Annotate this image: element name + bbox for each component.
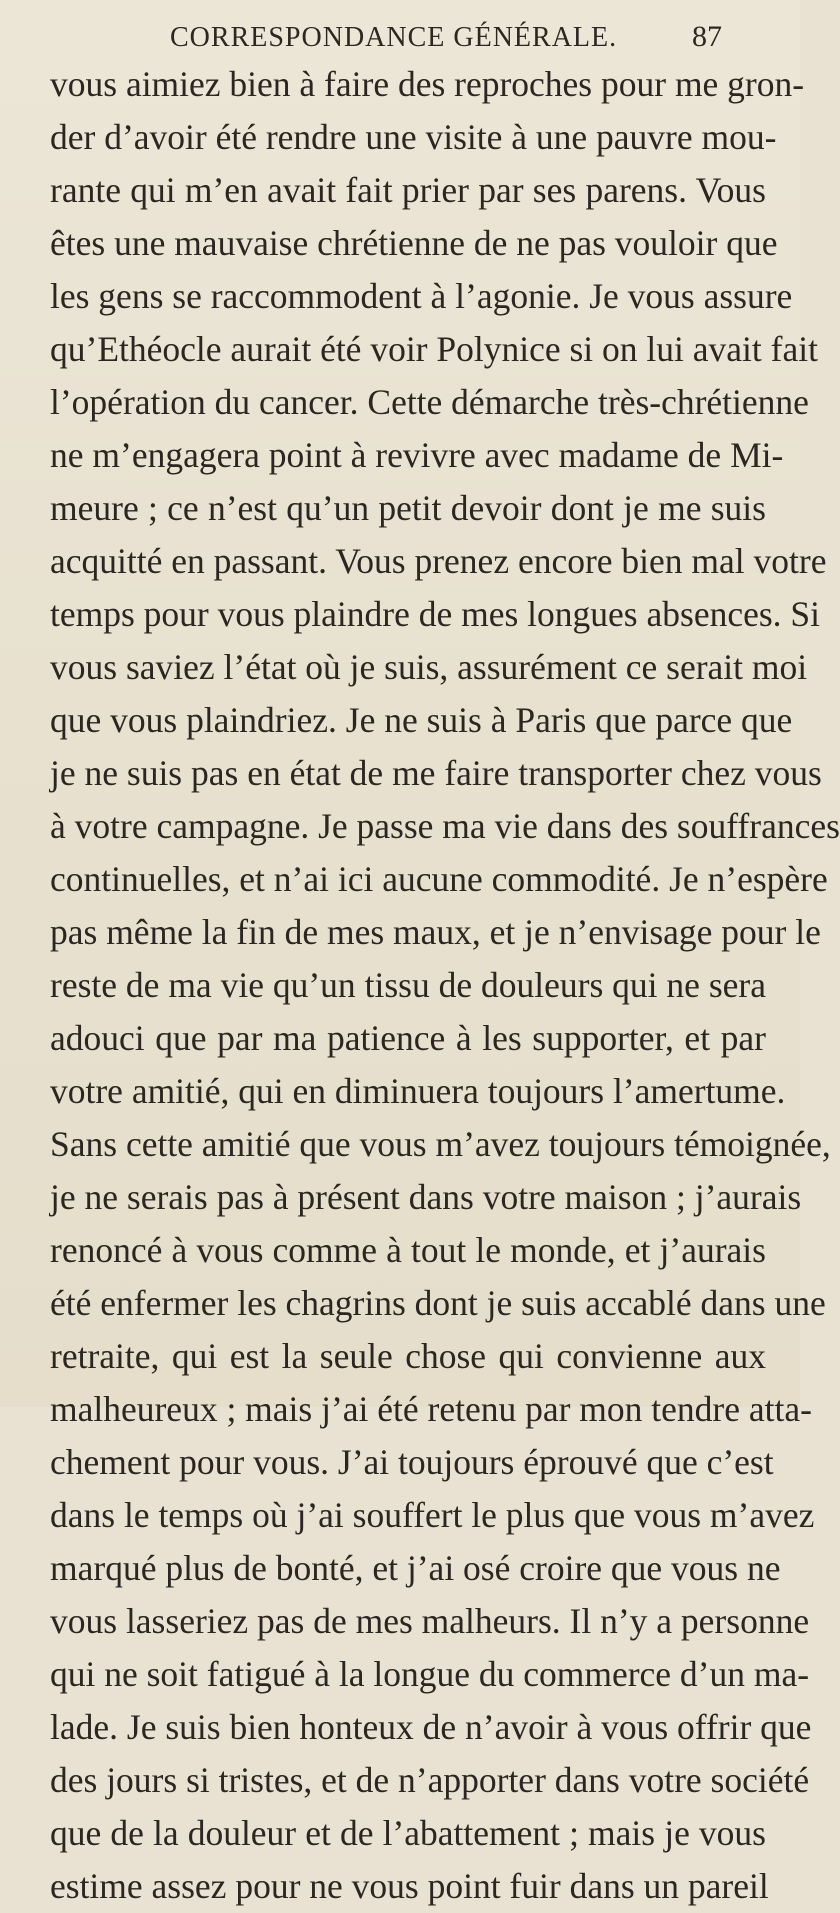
text-line: ne m’engagera point à revivre avec madame de Mi-: [50, 435, 784, 475]
text-line: été enfermer les chagrins dont je suis accablé dans une: [50, 1283, 826, 1323]
text-line: je ne suis pas en état de me faire transporter chez vous: [50, 753, 822, 793]
text-line: acquitté en passant. Vous prenez encore bien mal votre: [50, 541, 827, 581]
text-line: votre amitié, qui en diminuera toujours l’amertume.: [50, 1071, 786, 1111]
text-line: qui ne soit fatigué à la longue du commerce d’un ma-: [50, 1654, 810, 1694]
text-line: malheureux ; mais j’ai été retenu par mon tendre atta-: [50, 1389, 812, 1429]
text-line: Sans cette amitié que vous m’avez toujours témoignée,: [50, 1124, 831, 1164]
text-line: temps pour vous plaindre de mes longues absences. Si: [50, 594, 821, 634]
text-line: que de la douleur et de l’abattement ; mais je vous: [50, 1813, 766, 1853]
text-line: êtes une mauvaise chrétienne de ne pas vouloir que: [50, 223, 778, 263]
text-line: meure ; ce n’est qu’un petit devoir dont je me suis: [50, 488, 766, 528]
text-line: retraite, qui est la seule chose qui convienne aux: [50, 1336, 766, 1376]
text-line: dans le temps où j’ai souffert le plus que vous m’avez: [50, 1495, 815, 1535]
text-line: chement pour vous. J’ai toujours éprouvé que c’est: [50, 1442, 774, 1482]
text-line: estime assez pour ne vous point fuir dans un pareil: [50, 1866, 769, 1906]
text-line: qu’Ethéocle aurait été voir Polynice si on lui avait fait: [50, 329, 818, 369]
text-line: vous lasseriez pas de mes malheurs. Il n’y a personne: [50, 1601, 810, 1641]
text-line: continuelles, et n’ai ici aucune commodité. Je n’espère: [50, 859, 828, 899]
text-line: lade. Je suis bien honteux de n’avoir à vous offrir que: [50, 1707, 812, 1747]
text-line: vous saviez l’état où je suis, assurément ce serait moi: [50, 647, 808, 687]
page-number: 87: [692, 20, 722, 53]
text-line: à votre campagne. Je passe ma vie dans des souffrances: [50, 806, 840, 846]
text-line: der d’avoir été rendre une visite à une pauvre mou-: [50, 117, 777, 157]
running-title: CORRESPONDANCE GÉNÉRALE.: [170, 22, 618, 53]
text-line: pas même la fin de mes maux, et je n’envisage pour le: [50, 912, 821, 952]
text-line: que vous plaindriez. Je ne suis à Paris que parce que: [50, 700, 793, 740]
running-header: [170, 22, 770, 62]
text-line: des jours si tristes, et de n’apporter dans votre société: [50, 1760, 810, 1800]
text-line: les gens se raccommodent à l’agonie. Je vous assure: [50, 276, 793, 316]
text-line: rante qui m’en avait fait prier par ses parens. Vous: [50, 170, 766, 210]
text-line: vous aimiez bien à faire des reproches pour me gron-: [50, 64, 805, 104]
text-line: marqué plus de bonté, et j’ai osé croire que vous ne: [50, 1548, 781, 1588]
text-line: reste de ma vie qu’un tissu de douleurs qui ne sera: [50, 965, 766, 1005]
text-line: l’opération du cancer. Cette démarche très-chrétienne: [50, 382, 809, 422]
body-text: [50, 58, 840, 1913]
text-line: je ne serais pas à présent dans votre maison ; j’aurais: [50, 1177, 802, 1217]
text-line: renoncé à vous comme à tout le monde, et j’aurais: [50, 1230, 766, 1270]
text-line: adouci que par ma patience à les supporter, et par: [50, 1018, 766, 1058]
